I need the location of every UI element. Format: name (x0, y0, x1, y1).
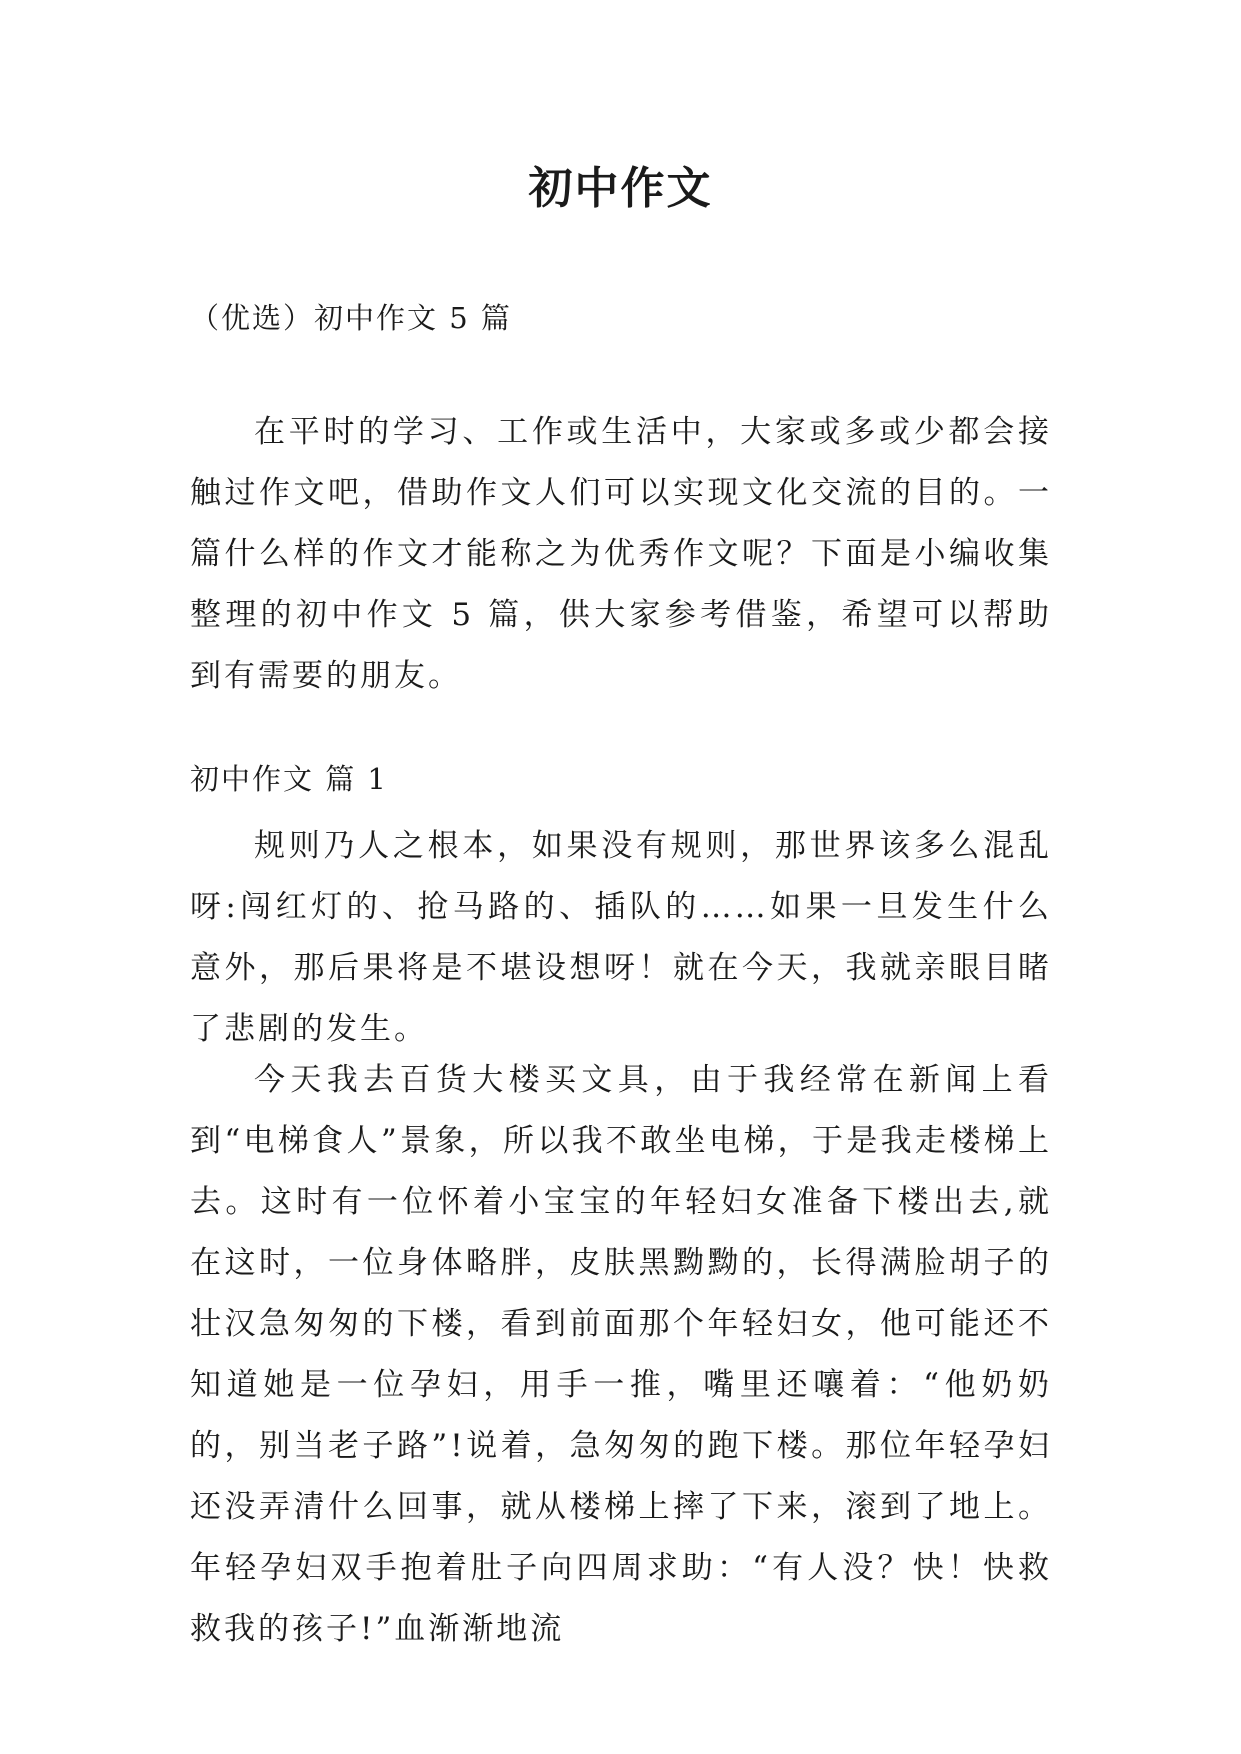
document-subtitle: （优选）初中作文 5 篇 (190, 301, 512, 335)
document-title: 初中作文 (528, 163, 713, 214)
body-paragraph: 规则乃人之根本，如果没有规则，那世界该多么混乱呀:闯红灯的、抢马路的、插队的……如果一旦发生什么意外，那后果将是不堪设想呀！就在今天，我就亲眼目睹了悲剧的发生。 (190, 828, 1052, 1047)
body-paragraph: 今天我去百货大楼买文具，由于我经常在新闻上看到“电梯食人”景象，所以我不敢坐电梯，于是我走楼梯上去。这时有一位怀着小宝宝的年轻妇女准备下楼出去,就在这时，一位身体略胖，皮肤黑黝黝的，长得满脸胡子的壮汉急匆匆的下楼，看到前面那个年轻妇女，他可能还不知道她是一位孕妇，用手一推，嘴里还嚷着：“他奶奶的，别当老子路”!说着，急匆匆的跑下楼。那位年轻孕妇还没弄清什么回事，就从楼梯上摔了下来，滚到了地上。年轻孕妇双手抱着肚子向四周求助：“有人没？快！快救救我的孩子!”血渐渐地流 (190, 1062, 1052, 1647)
section-heading: 初中作文 篇 1 (190, 762, 388, 796)
intro-paragraph: 在平时的学习、工作或生活中，大家或多或少都会接触过作文吧，借助作文人们可以实现文化交流的目的。一篇什么样的作文才能称之为优秀作文呢？下面是小编收集整理的初中作文 5 篇，供大家参考借鉴，希望可以帮助到有需要的朋友。 (190, 414, 1052, 694)
